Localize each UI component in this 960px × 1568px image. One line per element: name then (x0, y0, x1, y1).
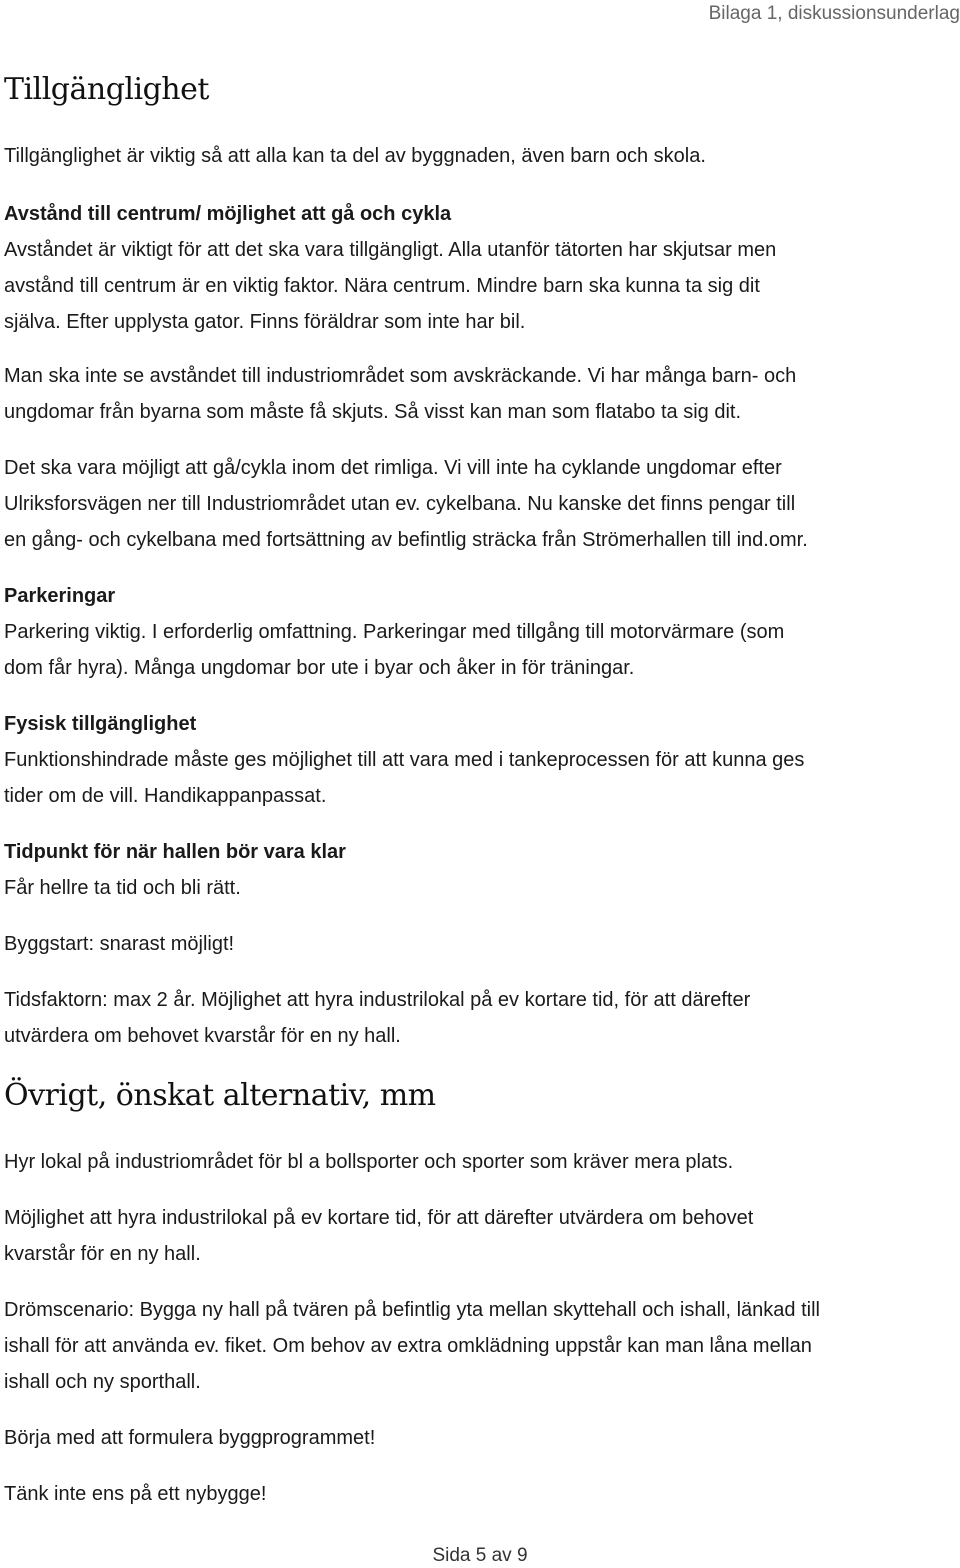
cycling-line: en gång- och cykelbana med fortsättning av befintlig sträcka från Strömerhallen till ind.omr. (4, 529, 808, 551)
distance-heading: Avstånd till centrum/ möjlighet att gå och cykla (4, 203, 452, 225)
cycling-line: Ulriksforsvägen ner till Industriområdet utan ev. cykelbana. Nu kanske det finns pengar till (4, 493, 796, 515)
section-title-ovrigt: Övrigt, önskat alternativ, mm (4, 1078, 436, 1113)
other-paragraph-1 (4, 1144, 956, 1180)
other-line: Hyr lokal på industriområdet för bl a bollsporter och sporter som kräver mera plats. (4, 1151, 734, 1173)
timing-paragraph (4, 834, 956, 906)
distance-paragraph (4, 196, 956, 340)
physical-access-line: tider om de vill. Handikappanpassat. (4, 785, 327, 807)
build-start-line: Byggstart: snarast möjligt! (4, 933, 235, 955)
other-line: kvarstår för en ny hall. (4, 1243, 201, 1265)
parking-line: dom får hyra). Många ungdomar bor ute i byar och åker in för träningar. (4, 657, 635, 679)
parking-heading: Parkeringar (4, 585, 116, 607)
other-line: Möjlighet att hyra industrilokal på ev kortare tid, för att därefter utvärdera om behovet (4, 1207, 754, 1229)
industry-line: ungdomar från byarna som måste få skjuts. Så visst kan man som flatabo ta sig dit. (4, 401, 742, 423)
physical-access-line: Funktionshindrade måste ges möjlighet till att vara med i tankeprocessen för att kunna ges (4, 749, 805, 771)
dream-scenario-line: ishall för att använda ev. fiket. Om behov av extra omklädning uppstår kan man låna mellan (4, 1335, 812, 1357)
physical-access-heading: Fysisk tillgänglighet (4, 713, 197, 735)
dream-scenario-line: ishall och ny sporthall. (4, 1371, 201, 1393)
time-factor-line: utvärdera om behovet kvarstår för en ny hall. (4, 1025, 401, 1047)
time-factor-line: Tidsfaktorn: max 2 år. Möjlighet att hyra industrilokal på ev kortare tid, för att därefter (4, 989, 751, 1011)
dream-scenario-line: Drömscenario: Bygga ny hall på tvären på befintlig yta mellan skyttehall och ishall, länkad till (4, 1299, 820, 1321)
parking-paragraph (4, 578, 956, 686)
timing-heading: Tidpunkt för när hallen bör vara klar (4, 841, 346, 863)
page-header: Bilaga 1, diskussionsunderlag (708, 3, 960, 24)
time-factor-paragraph (4, 982, 956, 1054)
other-line: Börja med att formulera byggprogrammet! (4, 1427, 376, 1449)
cycling-paragraph (4, 450, 956, 558)
dream-scenario-paragraph (4, 1292, 956, 1400)
build-start-paragraph (4, 926, 956, 962)
industry-line: Man ska inte se avståndet till industriområdet som avskräckande. Vi har många barn- och (4, 365, 797, 387)
intro-line: Tillgänglighet är viktig så att alla kan ta del av byggnaden, även barn och skola. (4, 145, 706, 167)
distance-line: Avståndet är viktigt för att det ska vara tillgängligt. Alla utanför tätorten har skjutsar men (4, 239, 777, 261)
industry-paragraph (4, 358, 956, 430)
distance-line: själva. Efter upplysta gator. Finns föräldrar som inte har bil. (4, 311, 526, 333)
physical-access-paragraph (4, 706, 956, 814)
intro-paragraph (4, 138, 956, 174)
page-number: Sida 5 av 9 (432, 1545, 528, 1566)
section-title-tillganglighet: Tillgänglighet (4, 72, 209, 107)
other-paragraph-5 (4, 1476, 956, 1512)
cycling-line: Det ska vara möjligt att gå/cykla inom det rimliga. Vi vill inte ha cyklande ungdomar efter (4, 457, 782, 479)
distance-line: avstånd till centrum är en viktig faktor. Nära centrum. Mindre barn ska kunna ta sig dit (4, 275, 760, 297)
timing-line: Får hellre ta tid och bli rätt. (4, 877, 241, 899)
other-paragraph-4 (4, 1420, 956, 1456)
parking-line: Parkering viktig. I erforderlig omfattning. Parkeringar med tillgång till motorvärmare (som (4, 621, 785, 643)
other-line: Tänk inte ens på ett nybygge! (4, 1483, 267, 1505)
other-paragraph-2 (4, 1200, 956, 1272)
